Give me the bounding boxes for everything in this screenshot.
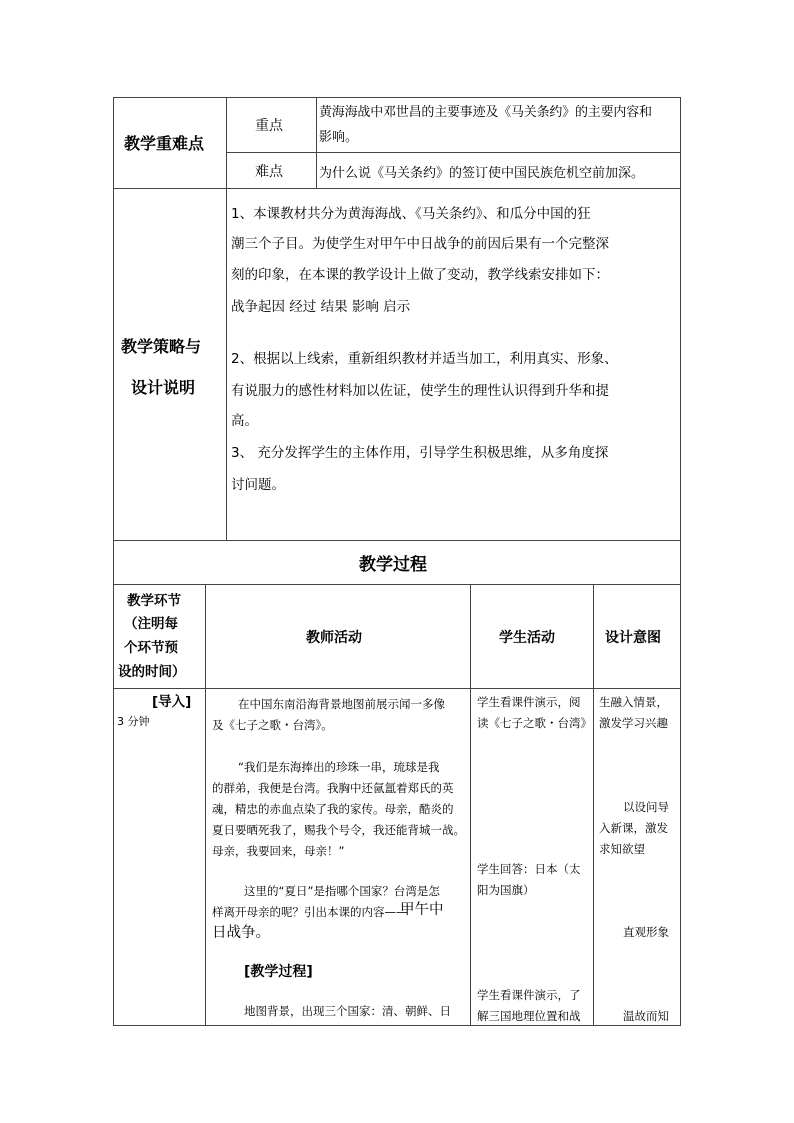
- difficulty-label: 难点: [255, 164, 283, 180]
- col-intent-header: 设计意图: [605, 630, 661, 646]
- table-line-process-title-bottom: [113, 584, 681, 585]
- col-stage-header-line: 设的时间）: [118, 664, 186, 680]
- intent-line: 直观形象: [623, 925, 669, 939]
- teacher-section-heading: [教学过程]: [244, 964, 313, 980]
- intent-line: 激发学习兴趣: [599, 716, 668, 730]
- strategy-heading-line-2: 设计说明: [131, 378, 196, 397]
- table-col-divider-5: [593, 584, 594, 1025]
- strategy-line: 刻的印象，在本课的教学设计上做了变动，教学线索安排如下：: [231, 267, 609, 283]
- intent-line: 以设问导: [623, 800, 669, 814]
- table-col-divider-3: [205, 584, 206, 1025]
- intent-line: 生融入情景，: [599, 695, 668, 709]
- student-line: 学生回答：日本（太: [477, 862, 581, 876]
- strategy-line: 1、本课教材共分为黄海海战、《马关条约》、和瓜分中国的狂: [231, 206, 591, 222]
- stage-intro-label: [导入]: [152, 694, 192, 710]
- col-teacher-header: 教师活动: [306, 630, 362, 646]
- student-line: 学生看课件演示，阅: [477, 695, 581, 709]
- stage-time: 3 分钟: [117, 715, 150, 728]
- focus-text-line-2: 影响。: [319, 130, 359, 145]
- table-col-divider-2: [316, 97, 317, 188]
- focus-label: 重点: [255, 118, 283, 134]
- process-title: 教学过程: [359, 555, 427, 575]
- teacher-line: 的群弟，我便是台湾。我胸中还氤氲着郑氏的英: [212, 781, 454, 795]
- strategy-line: 讨问题。: [231, 477, 285, 493]
- teacher-line: 母亲，我要回来，母亲！”: [212, 844, 345, 858]
- strategy-heading-line-1: 教学策略与: [121, 337, 202, 356]
- strategy-line: 3、 充分发挥学生的主体作用，引导学生积极思维，从多角度探: [231, 445, 609, 461]
- table-border-bottom: [113, 1025, 681, 1026]
- teacher-line: 在中国东南沿海背景地图前展示闻一多像: [238, 697, 445, 711]
- teacher-line: 及《七子之歌・台湾》。: [212, 718, 333, 732]
- col-student-header: 学生活动: [499, 630, 555, 646]
- table-line-header-bottom: [113, 688, 681, 689]
- table-line-strategy-bottom: [113, 540, 681, 541]
- strategy-line: 战争起因 经过 结果 影响 启示: [231, 299, 411, 315]
- strategy-line: 有说服力的感性材料加以佐证，使学生的理性认识得到升华和提: [231, 383, 609, 399]
- difficulty-text: 为什么说《马关条约》的签订使中国民族危机空前加深。: [319, 166, 645, 181]
- student-line: 解三国地理位置和战: [477, 1009, 581, 1023]
- strategy-line: 高。: [231, 413, 258, 429]
- student-line: 学生看课件演示，了: [477, 988, 581, 1002]
- key-points-heading: 教学重难点: [124, 134, 205, 153]
- table-border-top: [113, 97, 681, 98]
- strategy-line: 潮三个子目。为使学生对甲午中日战争的前因后果有一个完整深: [231, 236, 609, 252]
- teacher-line-emphasis: 日战争。: [212, 925, 270, 941]
- student-line: 阳为国旗）: [477, 883, 535, 897]
- table-line-keypoints-bottom: [113, 188, 681, 189]
- teacher-line: 样离开母亲的呢？引出本课的内容——: [212, 905, 408, 919]
- teacher-line: “我们是东海捧出的珍珠一串，琉球是我: [238, 760, 440, 774]
- intent-line: 求知欲望: [599, 842, 645, 856]
- col-stage-header-line: 个环节预: [124, 640, 178, 656]
- table-col-divider-1: [226, 97, 227, 540]
- focus-text-line-1: 黄海海战中邓世昌的主要事迹及《马关条约》的主要内容和: [319, 105, 652, 120]
- intent-line: 入新课，激发: [599, 821, 668, 835]
- table-border-right: [680, 97, 681, 1025]
- table-col-divider-4: [470, 584, 471, 1025]
- teacher-line: 魂，精忠的赤血点染了我的家传。母亲，酷炎的: [212, 802, 454, 816]
- teacher-line: 这里的“夏日”是指哪个国家？台湾是怎: [244, 884, 440, 898]
- teacher-line-emphasis: 甲午中: [400, 902, 444, 918]
- col-stage-header-line: 教学环节: [127, 593, 181, 609]
- teacher-line: 地图背景，出现三个国家：清、朝鲜、日: [244, 1004, 451, 1018]
- table-line-focus-bottom: [226, 152, 681, 153]
- col-stage-header-line: （注明每: [124, 616, 178, 632]
- table-border-left: [113, 97, 114, 1025]
- strategy-line: 2、根据以上线索，重新组织教材并适当加工，利用真实、形象、: [231, 351, 618, 367]
- student-line: 读《七子之歌・台湾》: [477, 716, 592, 730]
- intent-line: 温故而知: [623, 1009, 669, 1023]
- teacher-line: 夏日要晒死我了，赐我个号令，我还能背城一战。: [212, 823, 465, 837]
